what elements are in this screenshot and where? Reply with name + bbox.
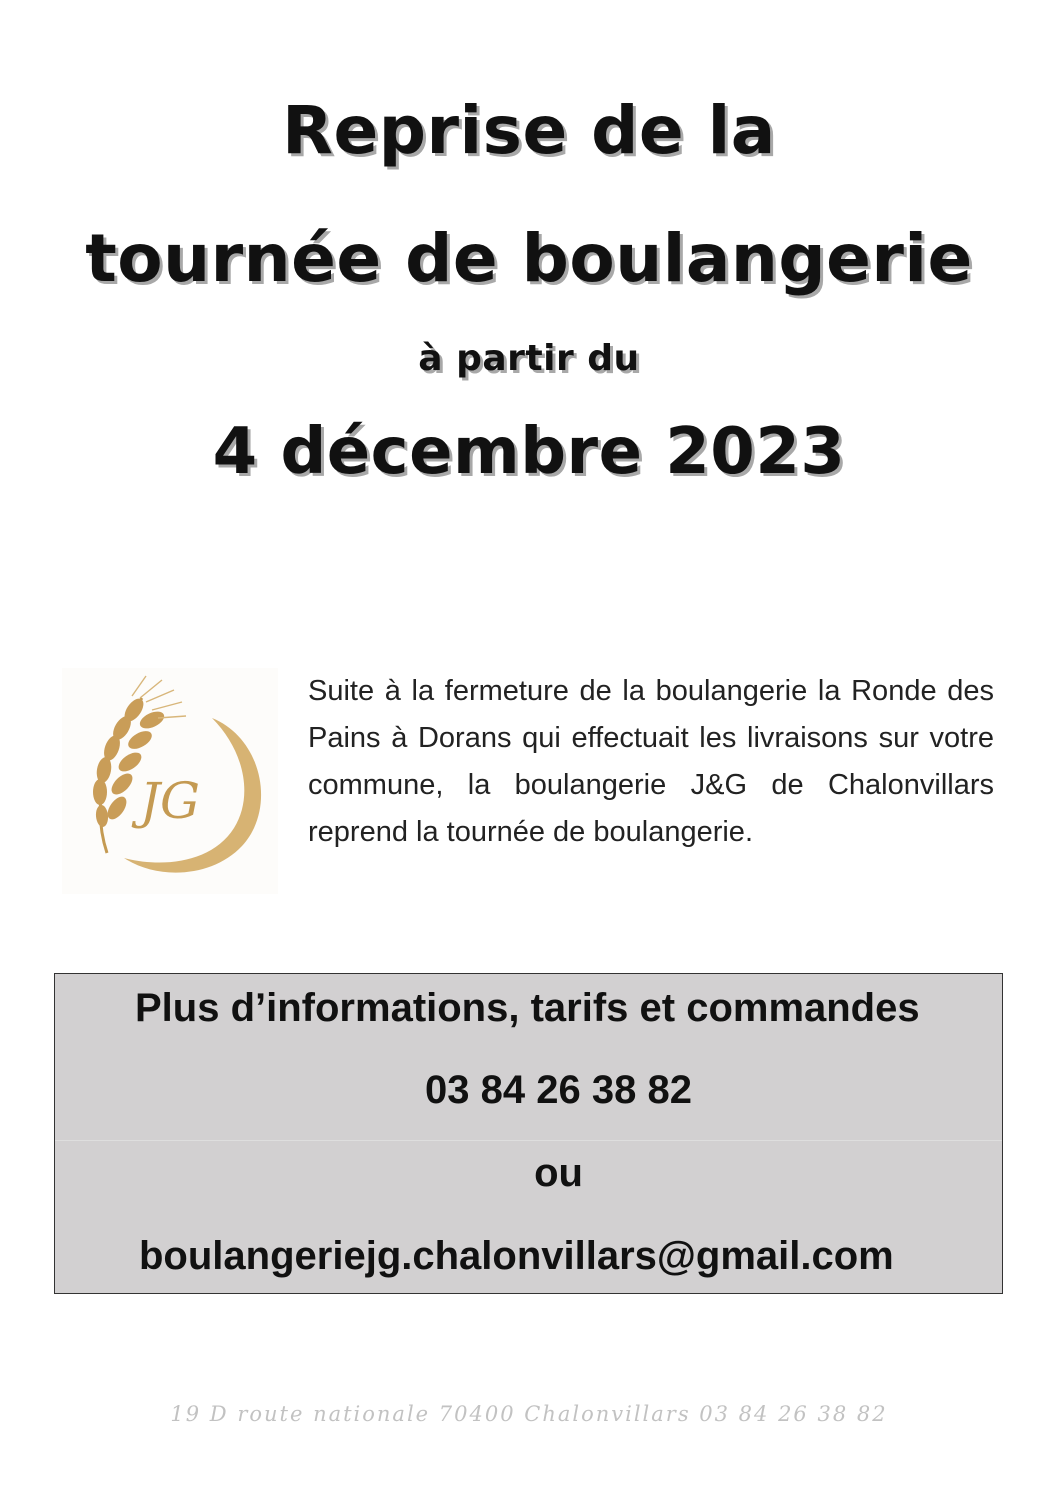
info-heading: Plus d’informations, tarifs et commandes (135, 986, 920, 1030)
email-address[interactable]: boulangeriejg.chalonvillars@gmail.com (139, 1234, 894, 1278)
footer-address: 19 D route nationale 70400 Chalonvillars 03 84 26 38 82 (170, 1402, 888, 1426)
intro-paragraph: Suite à la fermeture de la boulangerie la Ronde des Pains à Dorans qui effectuait les livraisons sur votre commune, la boulangerie J&G de Chalonvillars reprend la tournée de boulangerie. (308, 675, 994, 848)
wheat-logo-icon (62, 668, 278, 894)
headline-subtitle: à partir du (418, 338, 640, 379)
headline-line-1: Reprise de la (282, 92, 776, 169)
headline-date: 4 décembre 2023 (212, 415, 846, 489)
bakery-logo (62, 668, 278, 894)
info-box (54, 973, 1003, 1294)
info-divider (55, 1140, 1002, 1141)
or-separator: ou (534, 1151, 583, 1195)
logo-monogram: JG (140, 772, 200, 830)
headline-line-2: tournée de boulangerie (85, 220, 973, 297)
phone-number[interactable]: 03 84 26 38 82 (425, 1068, 692, 1112)
